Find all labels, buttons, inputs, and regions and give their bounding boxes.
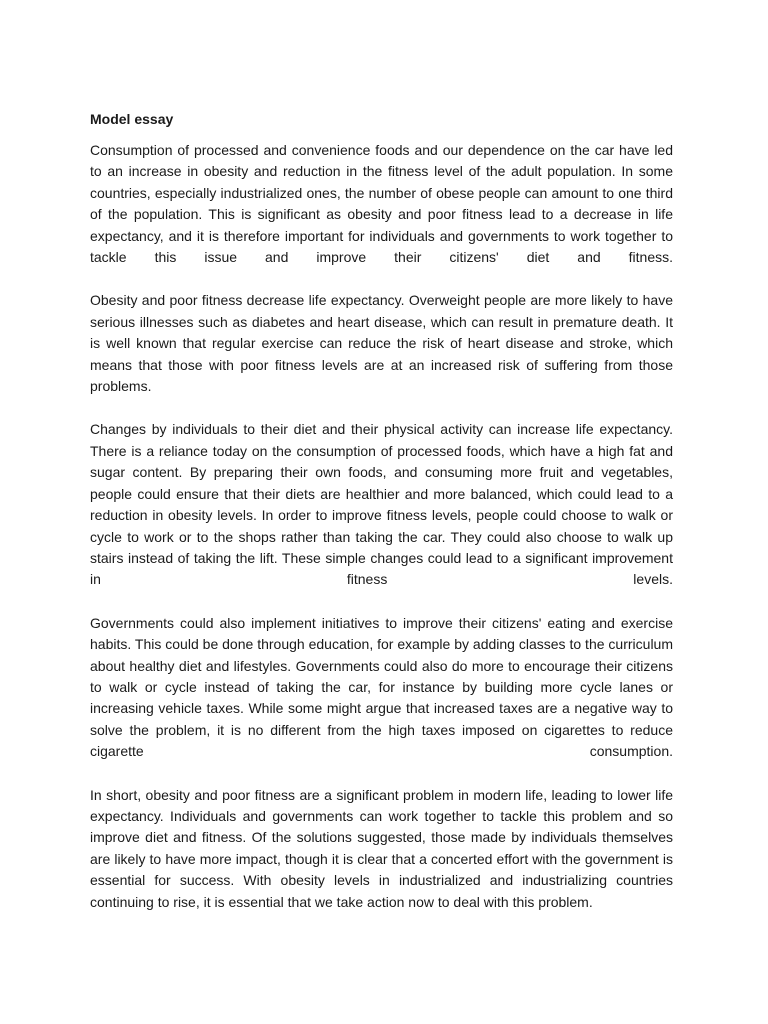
paragraph-introduction: Consumption of processed and convenience foods and our dependence on the car have led to an increase in obesity and reduction in the fitness level of the adult population. In some countries, especially industrialized ones, the number of obese people can amount to one third of the population. This is significant as obesity and poor fitness lead to a decrease in life expectancy, and it is therefore important for individuals and governments to work together to tackle this issue and improve their citizens' diet and fitness. bbox=[90, 142, 673, 266]
paragraph-conclusion: In short, obesity and poor fitness are a significant problem in modern life, leading to lower life expectancy. Individuals and governments can work together to tackle this problem and so improve diet and fitness. Of the solutions suggested, those made by individuals themselves are likely to have more impact, though it is clear that a concerted effort with the government is essential for success. With obesity levels in industrialized and industrializing countries continuing to rise, it is essential that we take action now to deal with this problem. bbox=[90, 786, 673, 910]
paragraph-life-expectancy: Obesity and poor fitness decrease life expectancy. Overweight people are more likely to have serious illnesses such as diabetes and heart disease, which can result in premature death. It is well known that regular exercise can reduce the risk of heart disease and stroke, which means that those with poor fitness levels are at an increased risk of suffering from those problems. bbox=[90, 292, 673, 395]
paragraph-government-initiatives: Governments could also implement initiatives to improve their citizens' eating and exercise habits. This could be done through education, for example by adding classes to the curriculum about healthy diet and lifestyles. Governments could also do more to encourage their citizens to walk or cycle instead of taking the car, for instance by building more cycle lanes or increasing vehicle taxes. While some might argue that increased taxes are a negative way to solve the problem, it is no different from the high taxes imposed on cigarettes to reduce cigarette consumption. bbox=[90, 614, 673, 760]
essay-heading: Model essay bbox=[90, 111, 174, 127]
document-page bbox=[90, 109, 673, 935]
paragraph-individual-changes: Changes by individuals to their diet and their physical activity can increase life expectancy. There is a reliance today on the consumption of processed foods, which have a high fat and sugar content. By preparing their own foods, and consuming more fruit and vegetables, people could ensure that their diets are healthier and more balanced, which could lead to a reduction in obesity levels. In order to improve fitness levels, people could choose to walk or cycle to work or to the shops rather than taking the car. They could also choose to walk up stairs instead of taking the lift. These simple changes could lead to a significant improvement in fitness levels. bbox=[90, 421, 673, 588]
